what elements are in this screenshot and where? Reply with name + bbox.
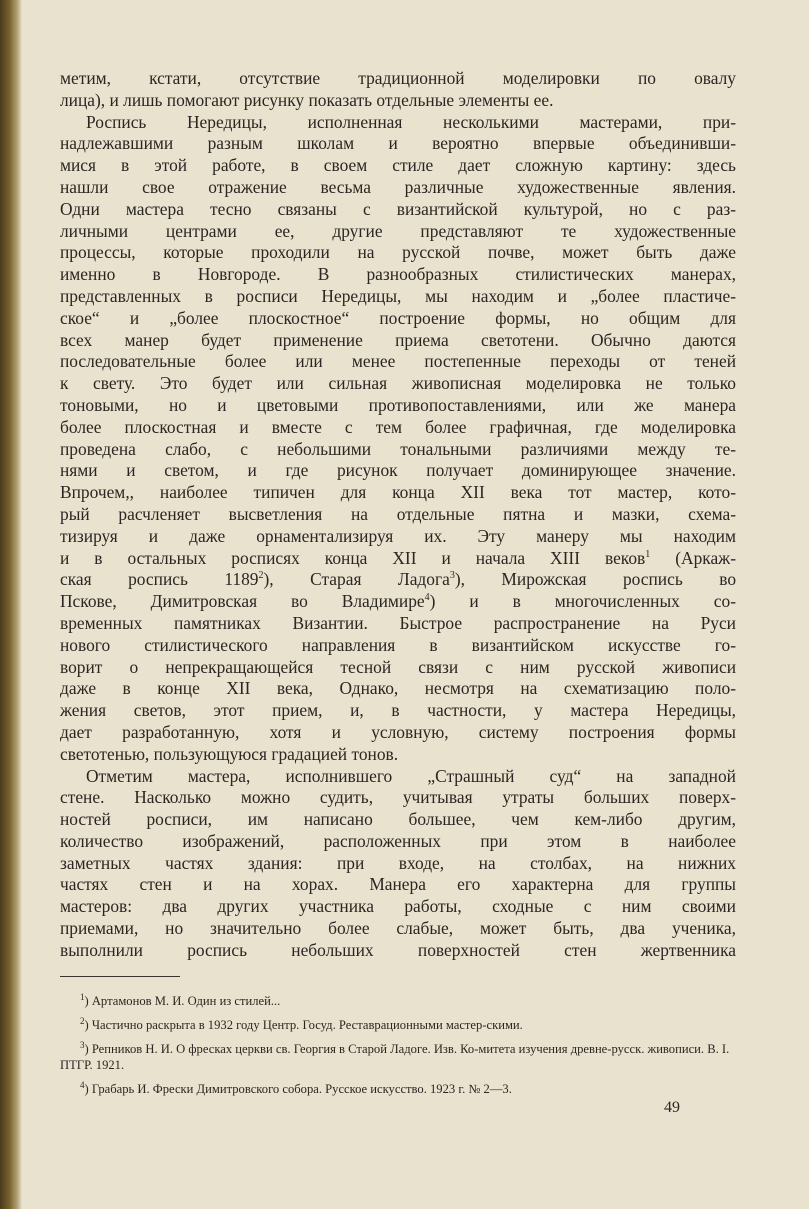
footnote-mark: 3	[80, 1039, 85, 1050]
text-line: надлежавшими разным школам и вероятно впервые объединивши-	[60, 133, 736, 154]
text-fragment: Пскове, Димитровская во Владимире	[60, 591, 425, 612]
text-line: стене. Насколько можно судить, учитывая утраты больших поверх-	[60, 787, 736, 808]
text-fragment: ), Старая Ладога	[263, 569, 450, 590]
footnotes	[60, 993, 736, 1097]
text-fragment: ская роспись 1189	[60, 569, 259, 590]
text-line: именно в Новгороде. В разнообразных стилистических манерах,	[60, 264, 736, 285]
footnote-text: ) Артамонов М. И. Один из стилей...	[84, 993, 281, 1008]
text-line: нашли свое отражение весьма различные художественные явления.	[60, 176, 736, 197]
text-line: заметных частях здания: при входе, на столбах, на нижних	[60, 852, 736, 873]
text-line: ностей росписи, им написано большее, чем кем-либо другим,	[60, 809, 736, 830]
footnote-ref[interactable]: 1	[645, 548, 651, 560]
text-line: лица), и лишь помогают рисунку показать отдельные элементы ее.	[60, 89, 554, 110]
text-line: временных памятниках Византии. Быстрое распространение на Руси	[60, 612, 736, 633]
text-line: метим, кстати, отсутствие традиционной моделировки по овалу	[60, 68, 736, 88]
text-line: представленных в росписи Нередицы, мы находим и „более пластиче-	[60, 285, 736, 306]
text-line: проведена слабо, с небольшими тональными различиями между те-	[60, 438, 736, 459]
footnote-separator	[60, 976, 180, 977]
text-line: рый расчленяет высветления на отдельные пятна и мазки, схема-	[60, 503, 736, 524]
text-line: последовательные более или менее постепенные переходы от теней	[60, 351, 736, 372]
footnote-ref[interactable]: 3	[449, 570, 455, 582]
text-line: личными центрами ее, другие представляют те художественные	[60, 220, 736, 241]
footnote-mark: 4	[80, 1079, 85, 1090]
text-fragment: и в остальных росписях конца XII и начала XIII веков	[60, 547, 646, 568]
footnote-text: ) Частично раскрыта в 1932 году Центр. Госуд. Реставрационными мастер-скими.	[84, 1017, 523, 1032]
footnote-mark: 1	[80, 991, 85, 1002]
text-line: к свету. Это будет или сильная живописная моделировка не только	[60, 373, 736, 394]
footnote-text: ) Грабарь И. Фрески Димитровского собора. Русское искусство. 1923 г. № 2—3.	[84, 1081, 512, 1096]
text-line: нями и светом, и где рисунок получает доминирующее значение.	[60, 460, 736, 481]
footnote-ref[interactable]: 4	[424, 592, 430, 604]
text-line: дает разработанную, хотя и условную, систему построения формы	[60, 721, 736, 742]
footnote-mark: 2	[80, 1015, 85, 1026]
text-line: всех манер будет применение приема светотени. Обычно даются	[60, 329, 736, 350]
footnote-ref[interactable]: 2	[258, 570, 264, 582]
paragraph-1	[60, 68, 736, 112]
text-line	[60, 569, 736, 591]
footnote-1	[60, 993, 736, 1009]
page-number: 49	[664, 1099, 680, 1116]
footnote-3	[60, 1041, 736, 1073]
text-line: тоновыми, но и цветовыми противопоставлениями, или же манера	[60, 394, 736, 415]
footnote-4	[60, 1081, 736, 1097]
text-line: процессы, которые проходили на русской почве, может быть даже	[60, 242, 736, 263]
text-line	[60, 591, 736, 613]
text-line: количество изображений, расположенных при этом в наиболее	[60, 830, 736, 851]
text-line: нового стилистического направления в византийском искусстве го-	[60, 634, 736, 655]
paragraph-3	[60, 766, 736, 962]
text-line: светотенью, пользующуюся градацией тонов.	[60, 743, 399, 764]
text-fragment: ) и в многочисленных со-	[429, 591, 736, 612]
footnote-2	[60, 1017, 736, 1033]
text-fragment: (Аркаж-	[650, 547, 736, 568]
text-line: ское“ и „более плоскостное“ построение формы, но общим для	[60, 307, 736, 328]
text-line	[60, 548, 736, 570]
book-spine-shadow	[0, 0, 22, 1209]
page-body	[60, 68, 736, 1105]
paragraph-2	[60, 112, 736, 766]
text-line: частях стен и на хорах. Манера его характерна для группы	[60, 874, 736, 895]
text-line: Роспись Нередицы, исполненная несколькими мастерами, при-	[86, 111, 736, 132]
text-line: Впрочем,, наиболее типичен для конца XII века тот мастер, кото-	[60, 482, 736, 503]
text-line: приемами, но значительно более слабые, может быть, два ученика,	[60, 918, 736, 939]
text-line: жения светов, этот прием, и, в частности, у мастера Нередицы,	[60, 700, 736, 721]
text-line: даже в конце XII века, Однако, несмотря на схематизацию поло-	[60, 678, 736, 699]
text-line: Отметим мастера, исполнившего „Страшный суд“ на западной	[86, 765, 736, 786]
text-line: выполнили роспись небольших поверхностей стен жертвенника	[60, 939, 736, 960]
text-line: более плоскостная и вместе с тем более графичная, где моделировка	[60, 416, 736, 437]
text-fragment: ), Мирожская роспись во	[454, 569, 737, 590]
text-line: мастеров: два других участника работы, сходные с ним своими	[60, 896, 736, 917]
text-line: Одни мастера тесно связаны с византийской культурой, но с раз-	[60, 198, 736, 219]
text-line: мися в этой работе, в своем стиле дает сложную картину: здесь	[60, 155, 736, 176]
text-line: тизируя и даже орнаментализируя их. Эту манеру мы находим	[60, 525, 736, 546]
footnote-text: ) Репников Н. И. О фресках церкви св. Георгия в Старой Ладоге. Изв. Ко-митета изучения древне-русск. живописи. В. I. ПТГР. 1921.	[60, 1041, 730, 1072]
text-line: ворит о непрекращающейся тесной связи с ним русской живописи	[60, 656, 736, 677]
